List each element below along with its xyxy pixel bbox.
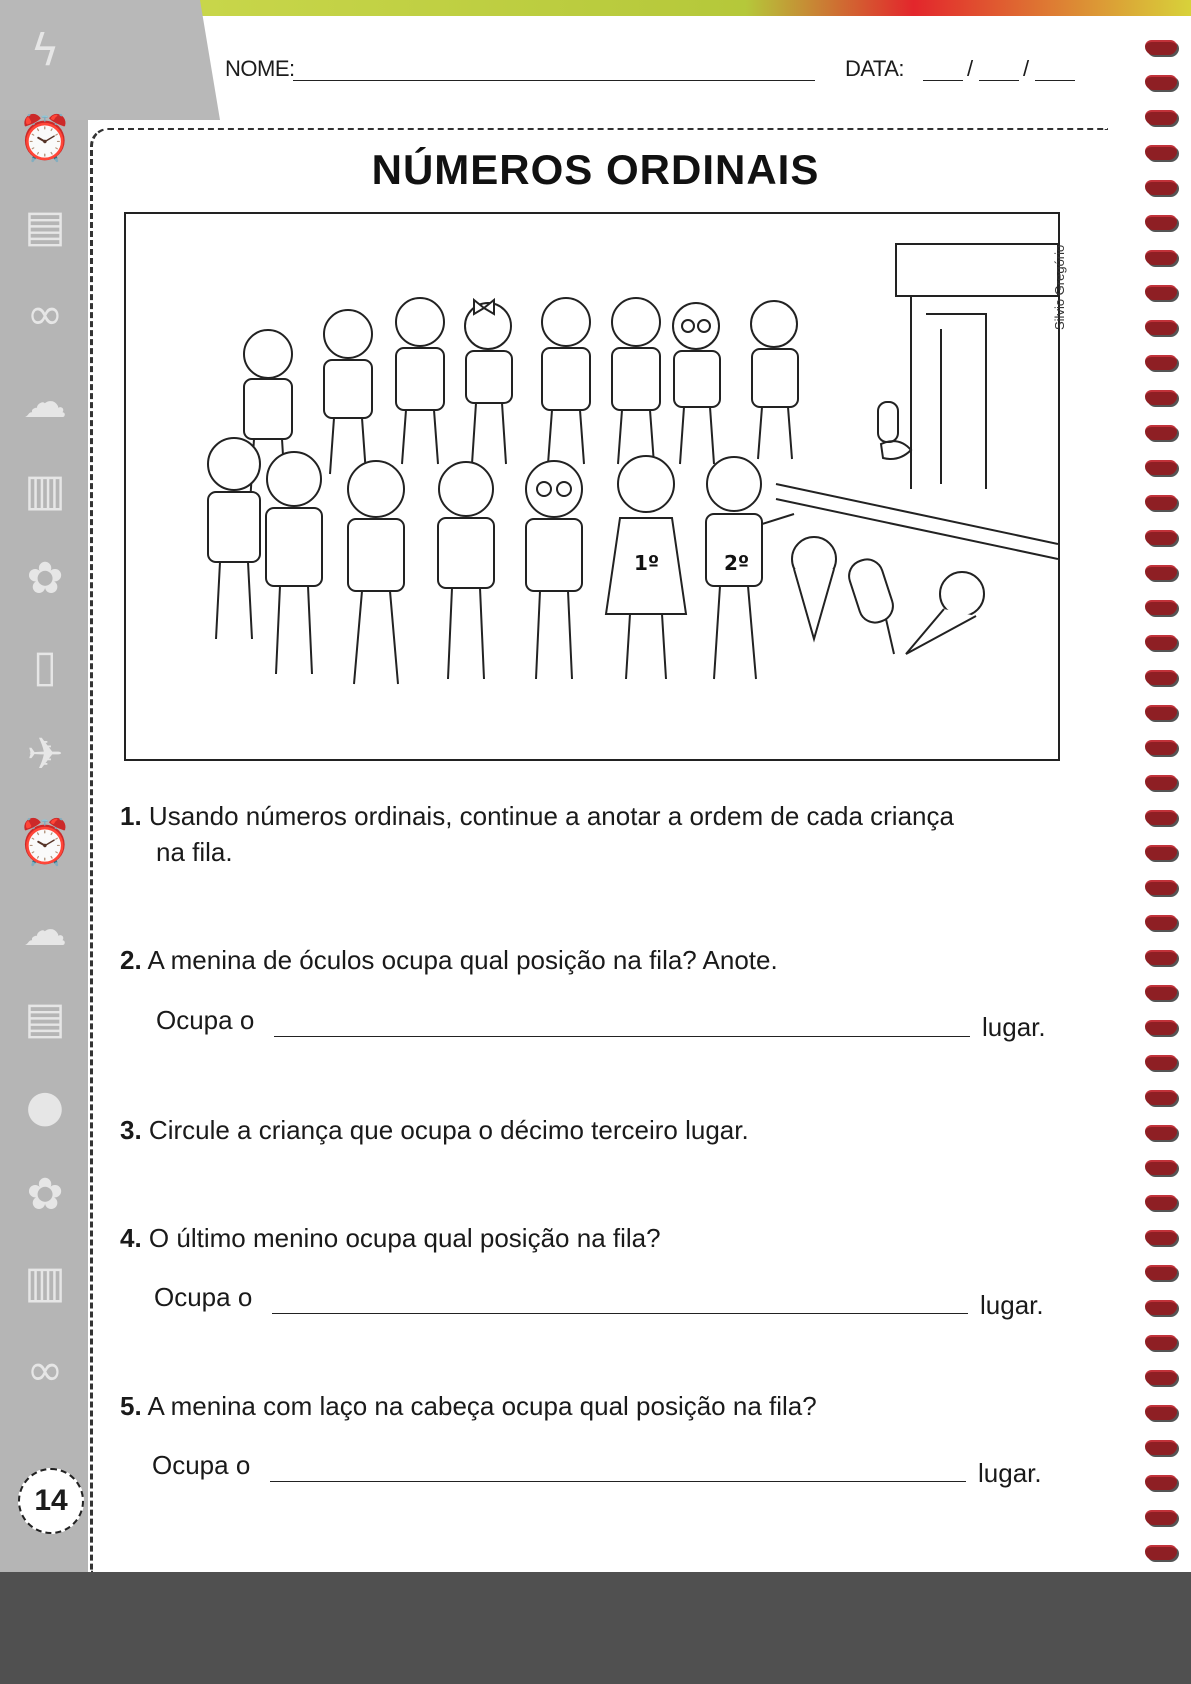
cloud-icon: ☁ <box>23 905 67 956</box>
answer-prefix: Ocupa o <box>156 1005 255 1035</box>
popsicle-in-hand <box>878 402 898 442</box>
child-with-glasses <box>673 303 720 464</box>
spiral-ring <box>1145 1405 1177 1420</box>
date-separator: / <box>967 56 973 81</box>
child <box>266 452 322 674</box>
child-with-glasses <box>526 461 582 679</box>
date-year-field[interactable] <box>1035 80 1075 81</box>
name-field[interactable] <box>293 80 815 81</box>
question-4 <box>120 1220 661 1256</box>
hand <box>881 441 911 459</box>
spiral-ring <box>1145 1440 1177 1455</box>
child <box>324 310 372 474</box>
child <box>612 298 660 464</box>
question-1 <box>120 798 954 870</box>
child-with-bow <box>465 300 512 464</box>
spiral-ring <box>1145 110 1177 125</box>
date-month-field[interactable] <box>979 80 1019 81</box>
answer-prefix: Ocupa o <box>152 1450 251 1480</box>
shirt-label-first: 2º <box>724 551 750 575</box>
spiral-ring <box>1145 1300 1177 1315</box>
answer-suffix: lugar. <box>978 1458 1042 1488</box>
spiral-ring <box>1145 1370 1177 1385</box>
spiral-ring <box>1145 705 1177 720</box>
illustration-credit: Silvio Gregório <box>1052 244 1067 330</box>
spiral-ring <box>1145 635 1177 650</box>
spiral-ring <box>1145 915 1177 930</box>
spiral-ring <box>1145 880 1177 895</box>
spiral-ring <box>1145 1265 1177 1280</box>
spiral-ring <box>1145 985 1177 1000</box>
date-label: DATA: <box>845 56 905 81</box>
alarm-clock-icon: ⏰ <box>17 113 73 164</box>
building-icon: ▥ <box>24 1257 66 1308</box>
question-number: 3. <box>120 1115 142 1145</box>
child <box>396 298 444 464</box>
building-icon: ▥ <box>24 465 66 516</box>
shirt-label-second: 1º <box>634 551 660 575</box>
date-day-field[interactable] <box>923 80 963 81</box>
question-2 <box>120 942 778 978</box>
question-text-continued: na fila. <box>156 837 233 867</box>
spiral-ring <box>1145 1230 1177 1245</box>
question-3 <box>120 1112 749 1148</box>
question-5 <box>120 1388 817 1424</box>
spiral-ring <box>1145 1160 1177 1175</box>
spiral-ring <box>1145 1335 1177 1350</box>
question-number: 5. <box>120 1391 142 1421</box>
spiral-ring <box>1145 1020 1177 1035</box>
answer-line-q4[interactable] <box>272 1313 968 1314</box>
page-number: 14 <box>18 1468 84 1534</box>
bird-icon: ✈ <box>26 729 64 780</box>
question-text: Usando números ordinais, continue a anotar a ordem de cada criança <box>148 801 954 831</box>
glasses-icon: ∞ <box>26 289 64 340</box>
spiral-ring <box>1145 215 1177 230</box>
child <box>208 438 260 639</box>
spiral-binding <box>1137 40 1185 1580</box>
spiral-ring <box>1145 530 1177 545</box>
spiral-ring <box>1145 1090 1177 1105</box>
spiral-ring <box>1145 670 1177 685</box>
question-text: A menina com laço na cabeça ocupa qual posição na fila? <box>147 1391 817 1421</box>
question-number: 4. <box>120 1223 142 1253</box>
date-separator: / <box>1023 56 1029 81</box>
answer-line-q2[interactable] <box>274 1036 970 1037</box>
shop-window <box>911 296 986 489</box>
spiral-ring <box>1145 565 1177 580</box>
child <box>438 462 494 679</box>
children-queue-illustration <box>124 212 1060 761</box>
top-color-strip <box>200 0 1191 16</box>
child <box>542 298 590 464</box>
spiral-ring <box>1145 1475 1177 1490</box>
child <box>348 461 404 684</box>
name-label: NOME: <box>225 56 295 81</box>
spiral-ring <box>1145 320 1177 335</box>
spiral-ring <box>1145 1055 1177 1070</box>
question-number: 2. <box>120 945 142 975</box>
spiral-ring <box>1145 390 1177 405</box>
spiral-ring <box>1145 460 1177 475</box>
spiral-ring <box>1145 285 1177 300</box>
ice-cream-cone <box>792 537 836 639</box>
shop-sign <box>896 244 1058 296</box>
leaf-icon: ✿ <box>26 1169 64 1220</box>
answer-prefix: Ocupa o <box>154 1282 253 1312</box>
child-first <box>706 457 794 679</box>
spiral-ring <box>1145 425 1177 440</box>
ice-cream-cone <box>906 572 984 654</box>
leaf-icon: ✿ <box>26 553 64 604</box>
answer-line-q5[interactable] <box>270 1481 966 1482</box>
lightning-icon: ϟ <box>30 25 60 76</box>
alarm-clock-icon: ⏰ <box>17 817 73 868</box>
spiral-ring <box>1145 495 1177 510</box>
bottom-dark-band <box>0 1572 1191 1684</box>
spiral-ring <box>1145 600 1177 615</box>
cloud-icon: ☁ <box>23 377 67 428</box>
answer-suffix: lugar. <box>982 1012 1046 1042</box>
children-front-row <box>208 438 984 684</box>
spiral-ring <box>1145 75 1177 90</box>
question-text: Circule a criança que ocupa o décimo terceiro lugar. <box>148 1115 749 1145</box>
spiral-ring <box>1145 40 1177 55</box>
spiral-ring <box>1145 740 1177 755</box>
popsicle <box>845 555 897 654</box>
spiral-ring <box>1145 775 1177 790</box>
header-row <box>225 48 1075 88</box>
spiral-ring <box>1145 355 1177 370</box>
bus-icon: ▤ <box>24 993 66 1044</box>
spiral-ring <box>1145 845 1177 860</box>
glasses-icon: ∞ <box>26 1345 64 1396</box>
spiral-ring <box>1145 1195 1177 1210</box>
question-number: 1. <box>120 801 142 831</box>
question-text: O último menino ocupa qual posição na fila? <box>148 1223 661 1253</box>
spiral-ring <box>1145 1545 1177 1560</box>
page-title: NÚMEROS ORDINAIS <box>371 146 820 193</box>
answer-suffix: lugar. <box>980 1290 1044 1320</box>
spiral-ring <box>1145 1510 1177 1525</box>
apple-icon: ● <box>25 1081 65 1132</box>
question-text: A menina de óculos ocupa qual posição na fila? Anote. <box>147 945 778 975</box>
spiral-ring <box>1145 1125 1177 1140</box>
queue-drawing <box>126 214 1058 759</box>
child <box>751 301 798 459</box>
spiral-ring <box>1145 250 1177 265</box>
book-icon: ▯ <box>32 641 58 692</box>
spiral-ring <box>1145 810 1177 825</box>
bus-icon: ▤ <box>24 201 66 252</box>
side-icon-column <box>6 20 86 1428</box>
spiral-ring <box>1145 950 1177 965</box>
